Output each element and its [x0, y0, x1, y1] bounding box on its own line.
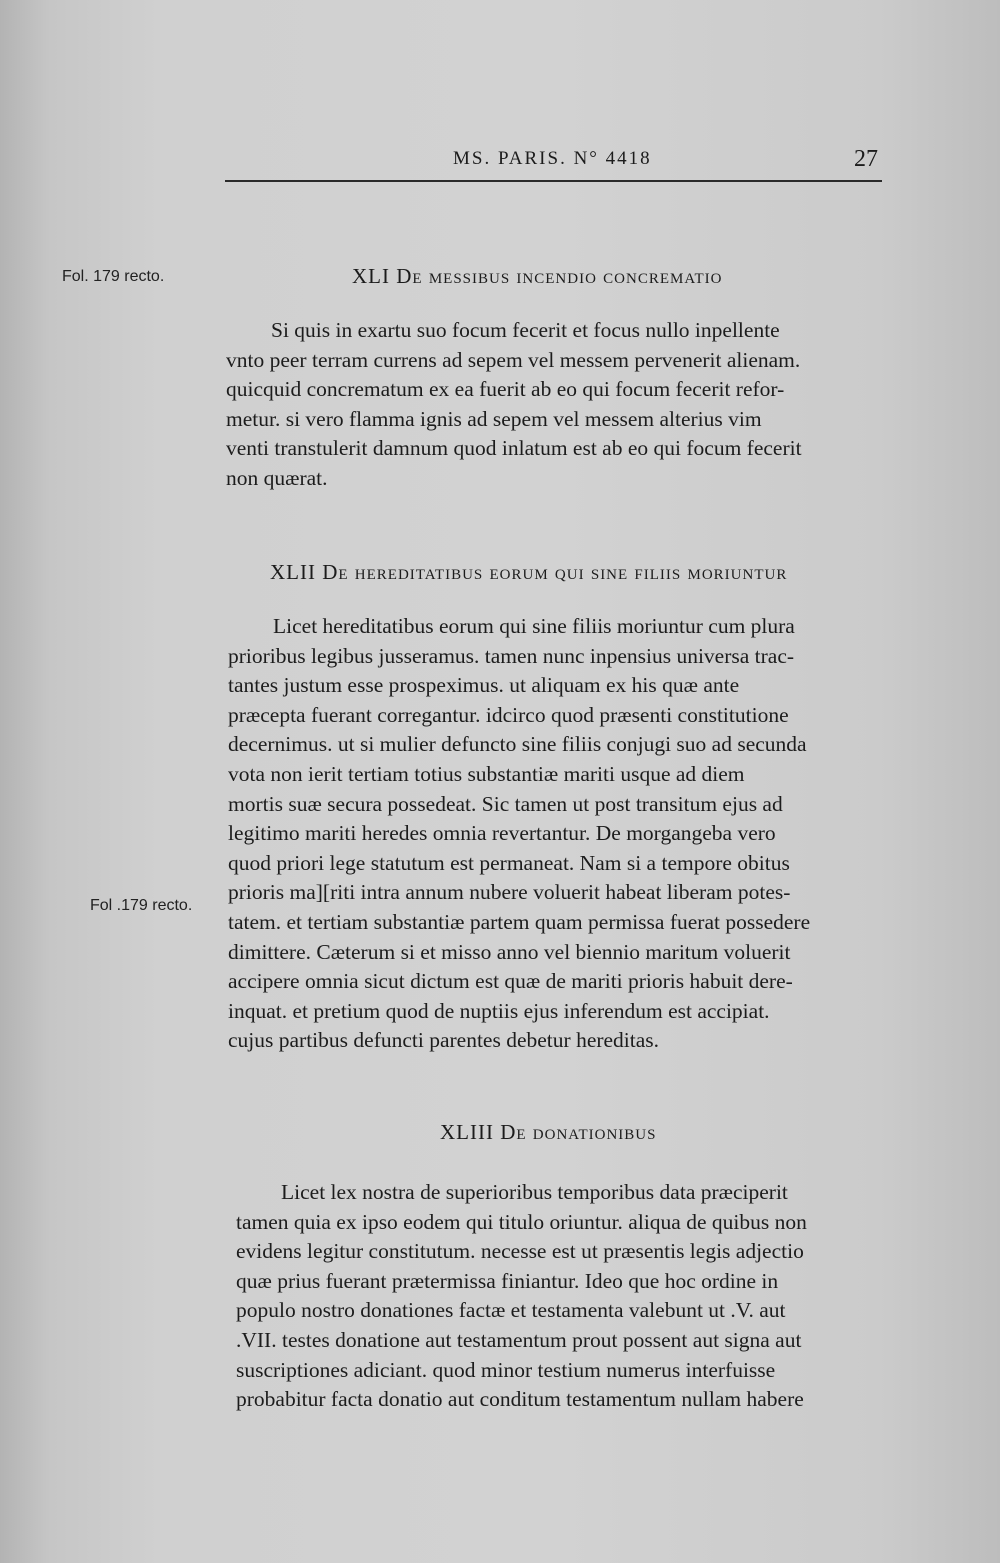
running-header-title: MS. PARIS. N° 4418	[453, 148, 652, 169]
section-title: XLI De messibus incendio concrematio	[352, 264, 723, 288]
text-line: Si quis in exartu suo focum fecerit et focus nullo inpellente	[271, 318, 780, 342]
text-line: non quærat.	[226, 465, 328, 490]
text-line: prioris ma][riti intra annum nubere voluerit habeat liberam potes-	[228, 880, 791, 905]
text-line: Licet hereditatibus eorum qui sine filiis moriuntur cum plura	[273, 614, 795, 638]
running-header	[225, 136, 882, 182]
section-title: XLIII De donationibus	[440, 1120, 657, 1144]
text-line: inquat. et pretium quod de nuptiis ejus inferendum est accipiat.	[228, 998, 770, 1023]
section-title: XLII De hereditatibus eorum qui sine filiis moriuntur	[270, 560, 788, 584]
text-line: vnto peer terram currens ad sepem vel messem pervenerit alienam.	[226, 347, 801, 372]
text-line: tamen quia ex ipso eodem qui titulo oriuntur. aliqua de quibus non	[236, 1209, 807, 1234]
text-line: Licet lex nostra de superioribus temporibus data præciperit	[281, 1180, 788, 1204]
text-line: vota non ierit tertiam totius substantiæ mariti usque ad diem	[228, 761, 745, 786]
text-line: tantes justum esse prospeximus. ut aliquam ex his quæ ante	[228, 673, 740, 698]
text-line: accipere omnia sicut dictum est quæ de mariti prioris habuit dere-	[228, 969, 793, 994]
text-line: populo nostro donationes factæ et testamenta valebunt ut .V. aut	[236, 1298, 786, 1323]
section-paragraph	[236, 1178, 902, 1415]
text-line: quæ prius fuerant prætermissa finiantur. Ideo que hoc ordine in	[236, 1268, 779, 1293]
section-paragraph	[228, 612, 892, 1056]
text-line: venti transtulerit damnum quod inlatum est ab eo qui focum fecerit	[226, 436, 802, 461]
margin-note-folio: Fol. 179 recto.	[62, 268, 165, 285]
margin-note-folio: Fol .179 recto.	[90, 897, 193, 914]
text-line: probabitur facta donatio aut conditum testamentum nullam habere	[236, 1387, 804, 1412]
section-paragraph	[226, 316, 890, 494]
text-line: prioribus legibus jusseramus. tamen nunc inpensius universa trac-	[228, 643, 795, 668]
text-line: tatem. et tertiam substantiæ partem quam permissa fuerat possedere	[228, 909, 811, 934]
text-line: præcepta fuerant corregantur. idcirco quod præsenti constitutione	[228, 702, 789, 727]
text-line: mortis suæ secura possedeat. Sic tamen ut post transitum ejus ad	[228, 791, 783, 816]
text-line: cujus partibus defuncti parentes debetur hereditas.	[228, 1028, 660, 1053]
text-line: dimittere. Cæterum si et misso anno vel biennio maritum voluerit	[228, 939, 791, 964]
page-number: 27	[854, 146, 878, 172]
text-line: evidens legitur constitutum. necesse est ut præsentis legis adjectio	[236, 1239, 804, 1264]
text-line: .VII. testes donatione aut testamentum prout possent aut signa aut	[236, 1327, 802, 1352]
text-line: quod priori lege statutum est permaneat. Nam si a tempore obitus	[228, 850, 790, 875]
text-line: decernimus. ut si mulier defuncto sine filiis conjugi suo ad secunda	[228, 732, 807, 757]
text-line: metur. si vero flamma ignis ad sepem vel messem alterius vim	[226, 406, 762, 431]
text-line: quicquid concrematum ex ea fuerit ab eo qui focum fecerit refor-	[226, 377, 785, 402]
text-line: suscriptiones adiciant. quod minor testium numerus interfuisse	[236, 1357, 776, 1382]
text-line: legitimo mariti heredes omnia revertantur. De morgangeba vero	[228, 821, 776, 846]
